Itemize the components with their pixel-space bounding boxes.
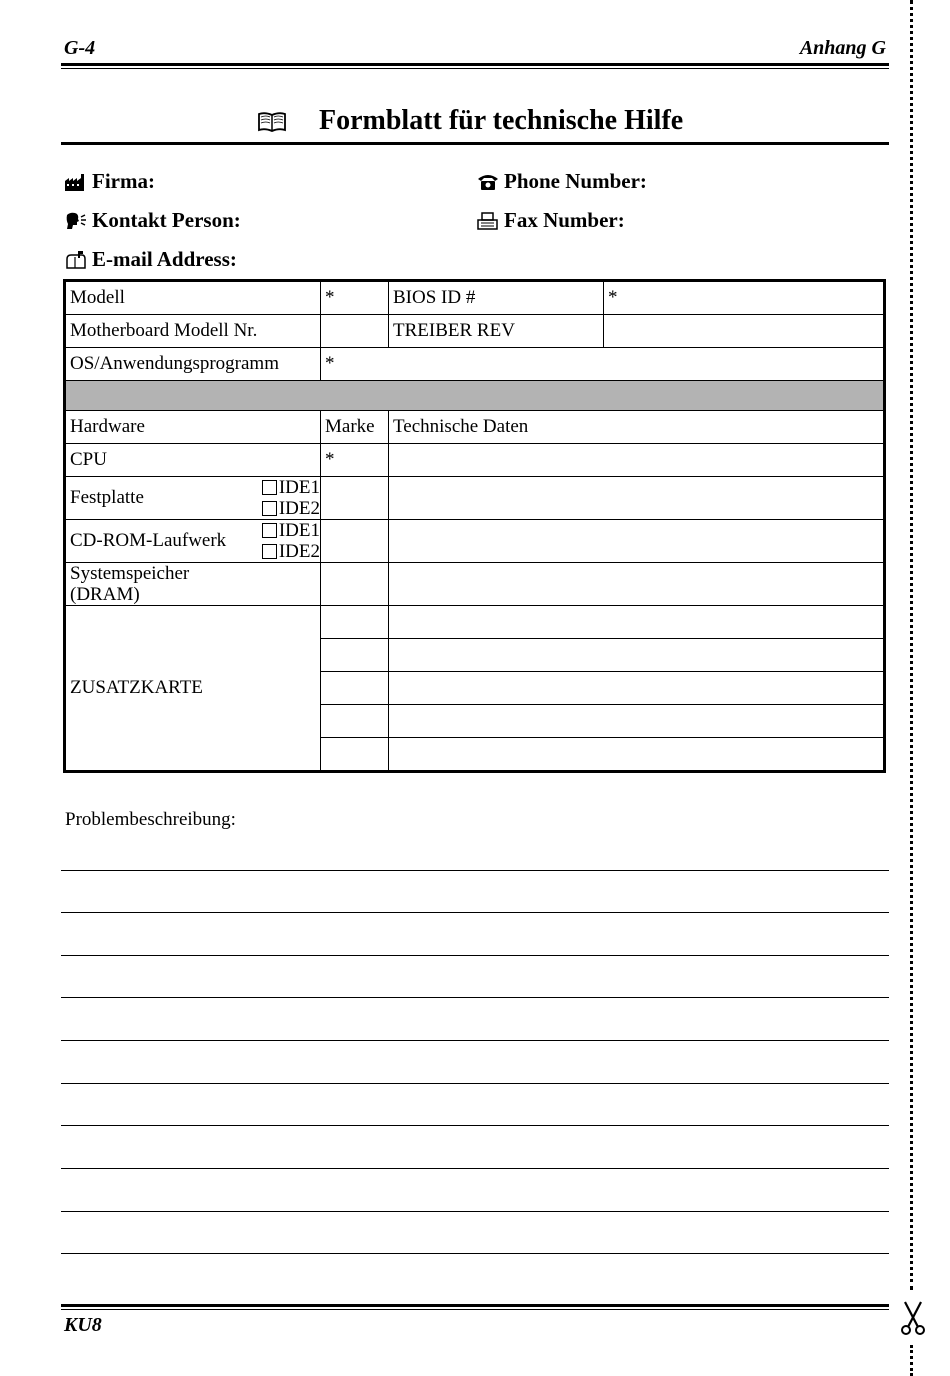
table-row bbox=[65, 381, 885, 411]
writing-line[interactable] bbox=[61, 1168, 889, 1169]
table-row bbox=[65, 606, 885, 639]
factory-icon bbox=[64, 172, 88, 192]
cdrom-cell bbox=[65, 520, 321, 563]
cpu-label: CPU bbox=[65, 444, 321, 477]
zusatzkarte-label: ZUSATZKARTE bbox=[65, 606, 321, 772]
fax-icon bbox=[476, 211, 500, 231]
writing-line[interactable] bbox=[61, 997, 889, 998]
festplatte-marke-field[interactable] bbox=[321, 477, 389, 520]
fax-label: Fax Number: bbox=[504, 208, 625, 232]
zusatz-tech-field[interactable] bbox=[389, 606, 885, 639]
zusatz-tech-field[interactable] bbox=[389, 705, 885, 738]
form-title bbox=[61, 105, 889, 141]
email-field bbox=[64, 247, 237, 272]
festplatte-tech-field[interactable] bbox=[389, 477, 885, 520]
hardware-header: Hardware bbox=[65, 411, 321, 444]
writing-line[interactable] bbox=[61, 1125, 889, 1126]
header-rule bbox=[61, 63, 889, 66]
zusatz-marke-field[interactable] bbox=[321, 639, 389, 672]
checkbox-icon[interactable] bbox=[262, 480, 277, 495]
zusatz-tech-field[interactable] bbox=[389, 639, 885, 672]
tech-header: Technische Daten bbox=[389, 411, 885, 444]
systemspeicher-tech-field[interactable] bbox=[389, 563, 885, 606]
cpu-tech-field[interactable] bbox=[389, 444, 885, 477]
treiber-field[interactable] bbox=[604, 315, 885, 348]
cpu-marke-field[interactable]: * bbox=[321, 444, 389, 477]
email-label: E-mail Address: bbox=[92, 247, 237, 271]
mailbox-icon bbox=[64, 250, 88, 270]
table-row bbox=[65, 444, 885, 477]
chapter-title: Anhang G bbox=[799, 37, 886, 59]
table-row bbox=[65, 411, 885, 444]
festplatte-ide2-option[interactable] bbox=[262, 498, 320, 519]
cdrom-ide1-option[interactable] bbox=[262, 520, 320, 541]
systemspeicher-label: Systemspeicher bbox=[70, 563, 190, 584]
table-row bbox=[65, 563, 885, 606]
mb-modell-field[interactable] bbox=[321, 315, 389, 348]
telephone-icon bbox=[476, 172, 500, 192]
zusatz-marke-field[interactable] bbox=[321, 705, 389, 738]
table-row bbox=[65, 281, 885, 315]
page-number: G-4 bbox=[64, 37, 96, 59]
festplatte-label: Festplatte bbox=[70, 487, 144, 508]
zusatz-marke-field[interactable] bbox=[321, 606, 389, 639]
systemspeicher-cell bbox=[65, 563, 321, 606]
firma-label: Firma: bbox=[92, 169, 155, 193]
marke-header: Marke bbox=[321, 411, 389, 444]
checkbox-icon[interactable] bbox=[262, 544, 277, 559]
ide1-label: IDE1 bbox=[278, 477, 320, 498]
writing-line[interactable] bbox=[61, 1040, 889, 1041]
separator-row bbox=[65, 381, 885, 411]
cdrom-tech-field[interactable] bbox=[389, 520, 885, 563]
problem-label: Problembeschreibung: bbox=[65, 809, 236, 830]
scissors-icon bbox=[899, 1300, 927, 1336]
table-row bbox=[65, 315, 885, 348]
table-row bbox=[65, 348, 885, 381]
festplatte-ide1-option[interactable] bbox=[262, 477, 320, 498]
writing-line[interactable] bbox=[61, 1253, 889, 1254]
footer-model: KU8 bbox=[64, 1314, 102, 1336]
person-speaking-icon bbox=[64, 211, 88, 231]
zusatz-marke-field[interactable] bbox=[321, 738, 389, 772]
footer-rule bbox=[61, 1304, 889, 1307]
festplatte-cell bbox=[65, 477, 321, 520]
zusatz-tech-field[interactable] bbox=[389, 738, 885, 772]
cut-line bbox=[910, 1345, 913, 1376]
writing-line[interactable] bbox=[61, 1083, 889, 1084]
technical-form-table bbox=[63, 279, 886, 773]
fax-field bbox=[476, 208, 625, 233]
os-field[interactable]: * bbox=[321, 348, 885, 381]
modell-field[interactable]: * bbox=[321, 281, 389, 315]
cut-line bbox=[910, 0, 913, 1290]
kontakt-field bbox=[64, 208, 241, 233]
cdrom-marke-field[interactable] bbox=[321, 520, 389, 563]
treiber-label: TREIBER REV bbox=[389, 315, 604, 348]
dram-label: (DRAM) bbox=[70, 584, 140, 605]
title-rule bbox=[61, 142, 889, 145]
os-label: OS/Anwendungsprogramm bbox=[65, 348, 321, 381]
mb-modell-label: Motherboard Modell Nr. bbox=[65, 315, 321, 348]
bios-id-field[interactable]: * bbox=[604, 281, 885, 315]
writing-line[interactable] bbox=[61, 870, 889, 871]
phone-field bbox=[476, 169, 647, 194]
header-rule-thin bbox=[61, 68, 889, 69]
cdrom-ide2-option[interactable] bbox=[262, 541, 320, 562]
ide1-label: IDE1 bbox=[278, 520, 320, 541]
ide2-label: IDE2 bbox=[278, 498, 320, 519]
table-row bbox=[65, 520, 885, 563]
systemspeicher-marke-field[interactable] bbox=[321, 563, 389, 606]
ide2-label: IDE2 bbox=[278, 541, 320, 562]
zusatz-tech-field[interactable] bbox=[389, 672, 885, 705]
modell-label: Modell bbox=[65, 281, 321, 315]
checkbox-icon[interactable] bbox=[262, 523, 277, 538]
writing-line[interactable] bbox=[61, 955, 889, 956]
kontakt-label: Kontakt Person: bbox=[92, 208, 241, 232]
book-icon bbox=[257, 111, 287, 133]
title-text: Formblatt für technische Hilfe bbox=[319, 105, 684, 136]
table-row bbox=[65, 477, 885, 520]
zusatz-marke-field[interactable] bbox=[321, 672, 389, 705]
cdrom-label: CD-ROM-Laufwerk bbox=[70, 530, 227, 551]
writing-line[interactable] bbox=[61, 912, 889, 913]
checkbox-icon[interactable] bbox=[262, 501, 277, 516]
firma-field bbox=[64, 169, 155, 194]
bios-id-label: BIOS ID # bbox=[389, 281, 604, 315]
phone-label: Phone Number: bbox=[504, 169, 647, 193]
writing-line[interactable] bbox=[61, 1211, 889, 1212]
footer-rule-thin bbox=[61, 1309, 889, 1310]
